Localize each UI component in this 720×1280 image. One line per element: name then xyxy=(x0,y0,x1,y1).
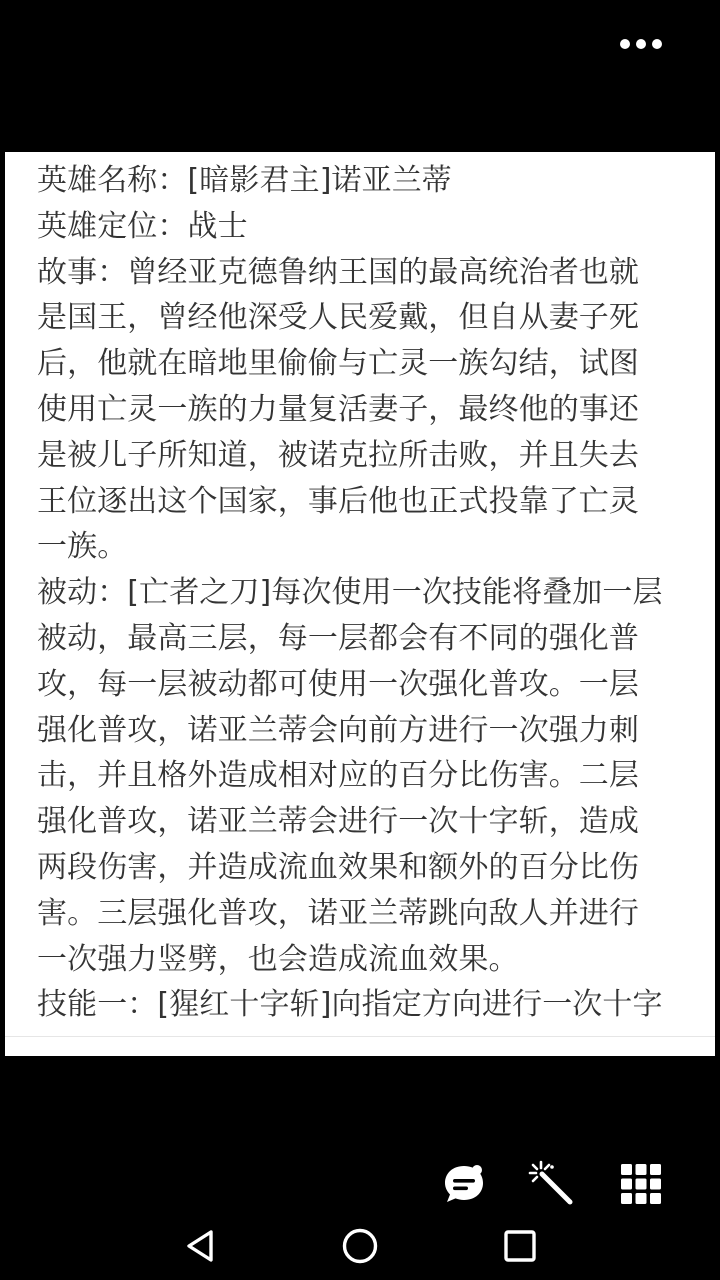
text-line: 一次强力竖劈，也会造成流血效果。 xyxy=(37,941,519,977)
magic-wand-icon[interactable] xyxy=(528,1160,576,1208)
text-line: 后，他就在暗地里偷偷与亡灵一族勾结，试图 xyxy=(37,346,639,382)
more-dot-1 xyxy=(620,39,630,49)
chat-bubble-icon[interactable] xyxy=(440,1160,488,1208)
text-line: 害。三层强化普攻，诺亚兰蒂跳向敌人并进行 xyxy=(37,895,639,931)
image-panel[interactable] xyxy=(5,152,715,1056)
recents-square-icon[interactable] xyxy=(496,1222,544,1270)
home-circle-icon[interactable] xyxy=(336,1222,384,1270)
text-line: 击，并且格外造成相对应的百分比伤害。二层 xyxy=(37,758,639,794)
text-line: 一族。 xyxy=(37,529,128,565)
text-line: 英雄名称：[暗影君主]诺亚兰蒂 xyxy=(37,163,452,198)
text-line: 是国王，曾经他深受人民爱戴，但自从妻子死 xyxy=(37,300,639,336)
more-dot-2 xyxy=(636,39,646,49)
hero-description xyxy=(37,158,697,1028)
grid-icon[interactable] xyxy=(617,1160,665,1208)
text-line: 技能一：[猩红十字斩]向指定方向进行一次十字 xyxy=(37,987,663,1023)
image-action-bar xyxy=(0,1160,720,1208)
text-line: 被动，最高三层，每一层都会有不同的强化普 xyxy=(37,620,639,656)
more-dot-3 xyxy=(652,39,662,49)
text-line: 使用亡灵一族的力量复活妻子，最终他的事还 xyxy=(37,391,639,427)
text-line: 是被儿子所知道，被诺克拉所击败，并且失去 xyxy=(37,437,639,473)
text-line: 强化普攻，诺亚兰蒂会向前方进行一次强力刺 xyxy=(37,712,639,748)
text-line: 英雄定位：战士 xyxy=(37,208,248,244)
panel-divider xyxy=(5,1036,715,1037)
text-line: 王位逐出这个国家，事后他也正式投靠了亡灵 xyxy=(37,483,639,519)
more-options-icon[interactable] xyxy=(612,28,670,60)
text-line: 被动：[亡者之刀]每次使用一次技能将叠加一层 xyxy=(37,575,663,611)
text-line: 故事：曾经亚克德鲁纳王国的最高统治者也就 xyxy=(37,254,639,290)
text-line: 两段伤害，并造成流血效果和额外的百分比伤 xyxy=(37,849,639,885)
text-line: 强化普攻，诺亚兰蒂会进行一次十字斩，造成 xyxy=(37,804,639,840)
back-triangle-icon[interactable] xyxy=(176,1222,224,1270)
text-line: 攻，每一层被动都可使用一次强化普攻。一层 xyxy=(37,666,639,702)
system-navigation-bar xyxy=(0,1214,720,1274)
